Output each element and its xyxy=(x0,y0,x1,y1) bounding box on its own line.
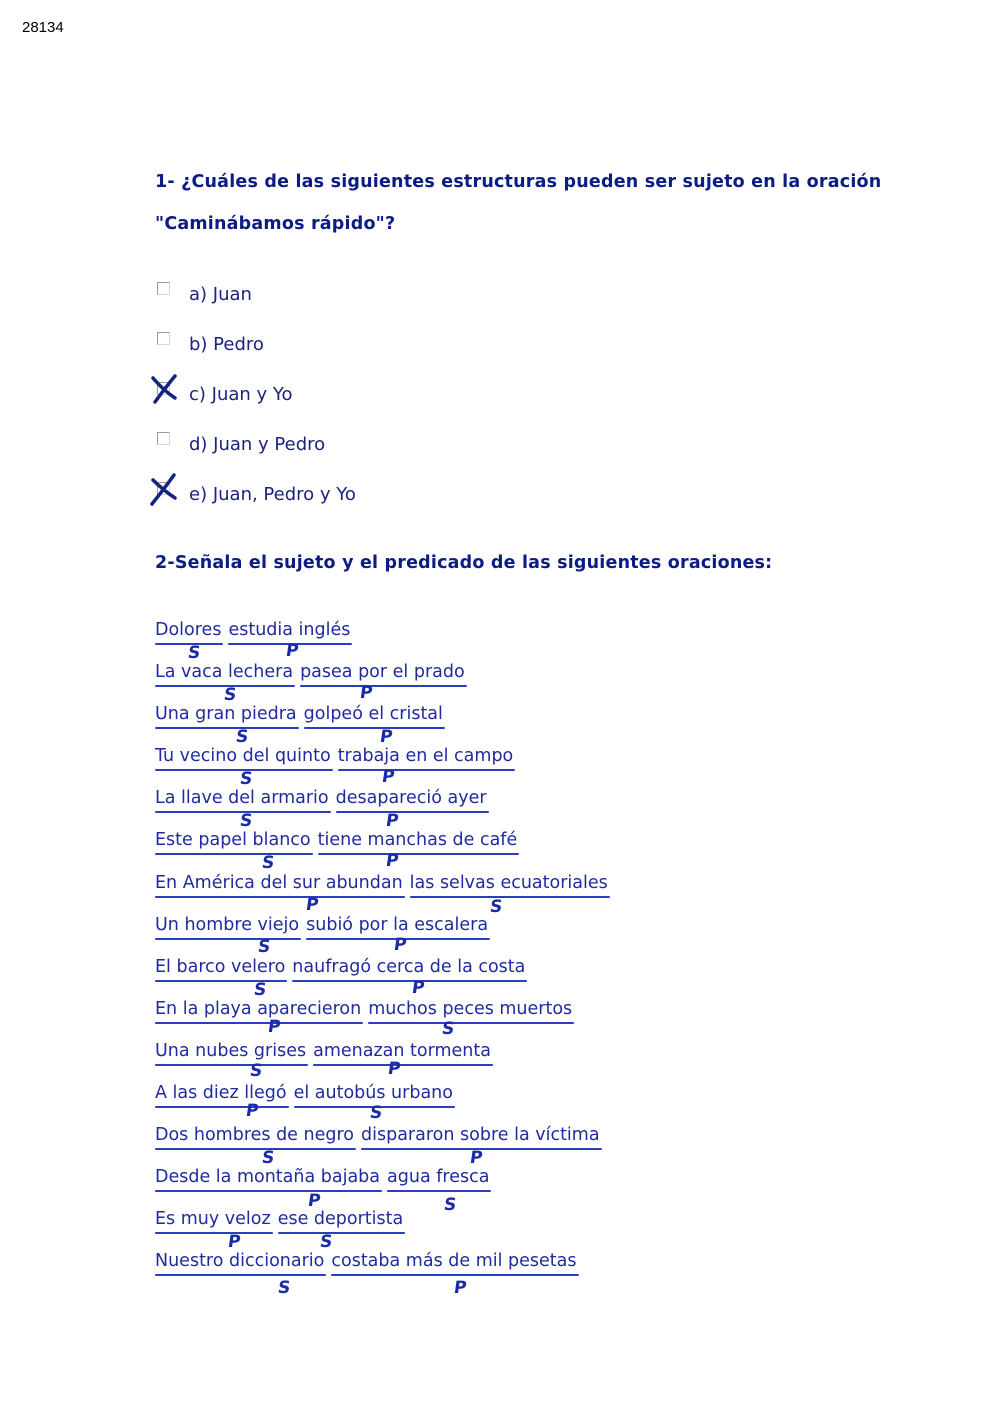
underline xyxy=(155,896,405,898)
sentence-part-1: La llave del armario xyxy=(155,788,329,808)
handwritten-tag: P xyxy=(410,978,426,998)
sentence-part-1: Dos hombres de negro xyxy=(155,1125,354,1145)
underline xyxy=(387,1190,491,1192)
underline xyxy=(155,727,299,729)
sentence-part-2: muchos peces muertos xyxy=(368,999,572,1019)
handwritten-tag: P xyxy=(384,811,400,831)
option-d-label: d) Juan y Pedro xyxy=(189,434,326,455)
sentence-row xyxy=(155,788,487,808)
option-a-checkbox[interactable] xyxy=(157,282,170,295)
sentence-part-2: las selvas ecuatoriales xyxy=(410,873,608,893)
sentence-row xyxy=(155,957,525,977)
sentence-part-1: Desde la montaña bajaba xyxy=(155,1167,380,1187)
sentence-part-2: pasea por el prado xyxy=(300,662,465,682)
underline xyxy=(300,685,467,687)
page-id: 28134 xyxy=(22,19,64,36)
question1-title-line2: "Caminábamos rápido"? xyxy=(155,214,396,234)
handwritten-tag: S xyxy=(368,1103,384,1123)
handwritten-tag: P xyxy=(358,683,374,703)
handwritten-tag: S xyxy=(260,1148,276,1168)
underline xyxy=(368,1022,574,1024)
sentence-part-1: Una gran piedra xyxy=(155,704,297,724)
sentence-part-2: golpeó el cristal xyxy=(304,704,443,724)
handwritten-tag: S xyxy=(238,769,254,789)
sentence-part-1: La vaca lechera xyxy=(155,662,293,682)
sentence-row xyxy=(155,1167,489,1187)
handwritten-tag: P xyxy=(380,767,396,787)
sentence-row xyxy=(155,746,513,766)
handwritten-tag: P xyxy=(244,1101,260,1121)
underline xyxy=(331,1274,578,1276)
sentence-part-1: Dolores xyxy=(155,620,221,640)
underline xyxy=(155,1190,382,1192)
underline xyxy=(410,896,610,898)
sentence-part-2: naufragó cerca de la costa xyxy=(292,957,525,977)
handwritten-tag: S xyxy=(238,811,254,831)
handwritten-tag: S xyxy=(186,643,202,663)
option-b-label: b) Pedro xyxy=(189,334,264,355)
question1-title-line1: 1- ¿Cuáles de las siguientes estructuras pueden ser sujeto en la oración xyxy=(155,172,882,192)
handwritten-x-mark-icon xyxy=(149,474,185,510)
handwritten-x-mark-icon xyxy=(149,374,185,410)
sentence-row xyxy=(155,1209,403,1229)
sentence-part-1: Un hombre viejo xyxy=(155,915,299,935)
underline xyxy=(155,938,301,940)
sentence-part-1: Este papel blanco xyxy=(155,830,311,850)
handwritten-tag: S xyxy=(252,980,268,1000)
handwritten-tag: P xyxy=(378,727,394,747)
sentence-row xyxy=(155,830,517,850)
option-d-checkbox[interactable] xyxy=(157,432,170,445)
sentence-part-2: ese deportista xyxy=(278,1209,404,1229)
underline xyxy=(318,853,520,855)
sentence-row xyxy=(155,1083,453,1103)
handwritten-tag: S xyxy=(222,685,238,705)
handwritten-tag: P xyxy=(284,641,300,661)
sentence-part-1: Tu vecino del quinto xyxy=(155,746,331,766)
option-b-checkbox[interactable] xyxy=(157,332,170,345)
sentence-part-2: subió por la escalera xyxy=(306,915,488,935)
handwritten-tag: P xyxy=(386,1059,402,1079)
sentence-part-2: tiene manchas de café xyxy=(318,830,518,850)
handwritten-tag: S xyxy=(318,1232,334,1252)
sentence-row xyxy=(155,915,488,935)
handwritten-tag: P xyxy=(384,851,400,871)
sentence-row xyxy=(155,1251,577,1271)
sentence-part-1: En América del sur abundan xyxy=(155,873,403,893)
sentence-row xyxy=(155,999,572,1019)
handwritten-tag: S xyxy=(256,937,272,957)
handwritten-tag: S xyxy=(488,897,504,917)
handwritten-tag: P xyxy=(304,895,320,915)
handwritten-tag: P xyxy=(226,1232,242,1252)
question2-title: 2-Señala el sujeto y el predicado de las siguientes oraciones: xyxy=(155,553,773,573)
handwritten-tag: S xyxy=(276,1278,292,1298)
sentence-part-1: Nuestro diccionario xyxy=(155,1251,324,1271)
underline xyxy=(155,1148,356,1150)
handwritten-tag: S xyxy=(234,727,250,747)
sentence-part-2: desapareció ayer xyxy=(336,788,487,808)
sentence-part-2: dispararon sobre la víctima xyxy=(361,1125,600,1145)
sentence-row xyxy=(155,662,465,682)
handwritten-tag: P xyxy=(468,1148,484,1168)
sentence-part-1: A las diez llegó xyxy=(155,1083,287,1103)
option-a-label: a) Juan xyxy=(189,284,252,305)
underline xyxy=(155,1274,326,1276)
sentence-part-2: estudia inglés xyxy=(228,620,350,640)
sentence-part-1: Es muy veloz xyxy=(155,1209,271,1229)
sentence-row xyxy=(155,704,443,724)
handwritten-tag: P xyxy=(306,1191,322,1211)
option-c-label: c) Juan y Yo xyxy=(189,384,293,405)
underline xyxy=(304,727,445,729)
underline xyxy=(155,1022,363,1024)
underline xyxy=(278,1232,406,1234)
underline xyxy=(338,769,516,771)
sentence-row xyxy=(155,620,350,640)
option-e-label: e) Juan, Pedro y Yo xyxy=(189,484,356,505)
underline xyxy=(155,1232,273,1234)
sentence-part-1: En la playa aparecieron xyxy=(155,999,361,1019)
sentence-part-2: costaba más de mil pesetas xyxy=(331,1251,576,1271)
sentence-part-1: Una nubes grises xyxy=(155,1041,306,1061)
underline xyxy=(292,980,527,982)
sentence-row xyxy=(155,1041,491,1061)
handwritten-tag: S xyxy=(260,853,276,873)
underline xyxy=(336,811,489,813)
sentence-part-2: agua fresca xyxy=(387,1167,489,1187)
handwritten-tag: S xyxy=(442,1195,458,1215)
handwritten-tag: S xyxy=(440,1019,456,1039)
underline xyxy=(155,1106,289,1108)
sentence-part-2: amenazan tormenta xyxy=(313,1041,491,1061)
underline xyxy=(155,1064,308,1066)
handwritten-tag: S xyxy=(248,1061,264,1081)
sentence-row xyxy=(155,1125,600,1145)
sentence-part-1: El barco velero xyxy=(155,957,285,977)
handwritten-tag: P xyxy=(392,935,408,955)
underline xyxy=(313,1064,493,1066)
sentence-part-2: el autobús urbano xyxy=(294,1083,453,1103)
handwritten-tag: P xyxy=(266,1017,282,1037)
sentence-row xyxy=(155,873,608,893)
underline xyxy=(155,853,313,855)
handwritten-tag: P xyxy=(452,1278,468,1298)
sentence-part-2: trabaja en el campo xyxy=(338,746,514,766)
